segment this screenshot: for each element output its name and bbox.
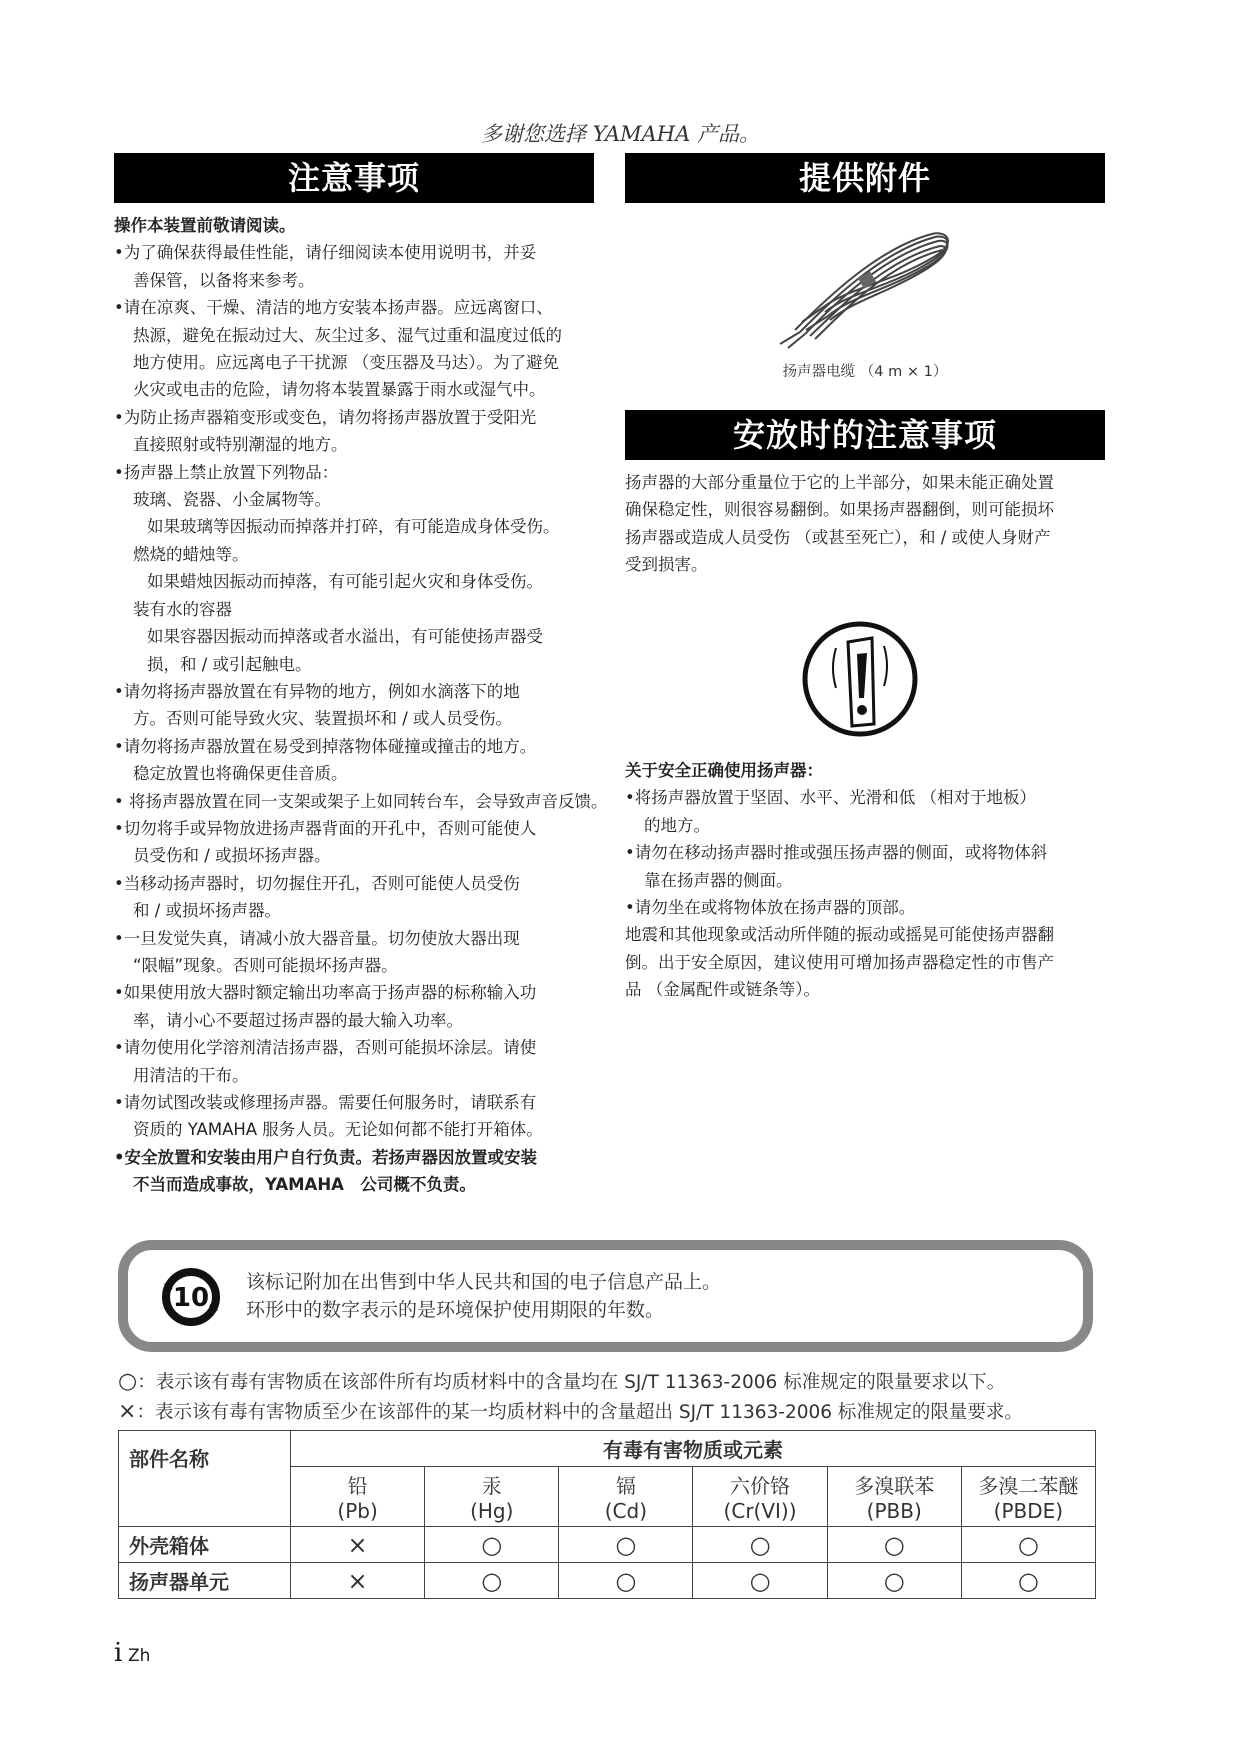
caution-line: 方。否则可能导致火灾、装置损坏和 / 或人员受伤。 — [133, 709, 513, 729]
caution-line: 善保管，以备将来参考。 — [133, 270, 315, 290]
legend-x — [118, 1398, 1023, 1424]
eco-label-box — [118, 1240, 1093, 1352]
safety-list — [625, 784, 1125, 921]
caution-line: •请勿将扬声器放置在有异物的地方，例如水滴落下的地 — [114, 681, 520, 701]
closing-line: 地震和其他现象或活动所伴随的振动或摇晃可能使扬声器翻 — [625, 925, 1054, 945]
part-name-cell: 扬声器单元 — [119, 1563, 291, 1599]
caution-line: 不当而造成事故，YAMAHA 公司概不负责。 — [133, 1175, 476, 1195]
substance-code: (PBDE) — [993, 1499, 1064, 1523]
substance-status-cell: ○ — [425, 1527, 559, 1563]
part-name-header: 部件名称 — [119, 1431, 291, 1527]
substance-header — [291, 1467, 425, 1527]
safety-bullet: •将扬声器放置于坚固、水平、光滑和低 （相对于地板） — [625, 788, 1036, 808]
caution-line: 员受伤和 / 或损坏扬声器。 — [133, 846, 331, 866]
substance-status-cell: ○ — [425, 1563, 559, 1599]
cross-symbol-icon: × — [118, 1399, 137, 1424]
safety-bullet: •请勿在移动扬声器时推或强压扬声器的侧面，或将物体斜 — [625, 843, 1048, 863]
tip-over-warning-icon — [800, 618, 920, 740]
speaker-cable-image — [760, 222, 960, 352]
substance-name: 铅 — [347, 1474, 368, 1498]
language-label: Zh — [128, 1646, 151, 1666]
caution-line: •为防止扬声器箱变形或变色，请勿将扬声器放置于受阳光 — [114, 407, 537, 427]
placement-paragraph — [625, 469, 1125, 579]
hazardous-substances-table — [118, 1430, 1096, 1599]
closing-line: 品 （金属配件或链条等）。 — [625, 980, 820, 1000]
placement-line: 受到损害。 — [625, 555, 708, 575]
substance-name: 镉 — [615, 1474, 636, 1498]
substance-header — [961, 1467, 1095, 1527]
caution-line: 和 / 或损坏扬声器。 — [133, 901, 282, 921]
substance-code: (PBB) — [866, 1499, 922, 1523]
caution-line: 稳定放置也将确保更佳音质。 — [133, 764, 348, 784]
substance-name: 汞 — [481, 1474, 502, 1498]
eco-line-1: 该标记附加在出售到中华人民共和国的电子信息产品上。 — [246, 1271, 722, 1293]
caution-line: 地方使用。应远离电子干扰源 （变压器及马达）。为了避免 — [133, 353, 559, 373]
caution-line: 资质的 YAMAHA 服务人员。无论如何都不能打开箱体。 — [133, 1120, 543, 1140]
placement-line: 扬声器或造成人员受伤 （或甚至死亡），和 / 或使人身财产 — [625, 527, 1051, 547]
caution-line: •切勿将手或异物放进扬声器背面的开孔中，否则可能使人 — [114, 818, 537, 838]
legend-o — [118, 1368, 1005, 1394]
caution-line: •如果使用放大器时额定输出功率高于扬声器的标称输入功 — [114, 983, 537, 1003]
safety-bullet: 靠在扬声器的侧面。 — [644, 870, 793, 890]
circle-symbol-icon: ○ — [118, 1369, 138, 1394]
placement-title: 安放时的注意事项 — [625, 410, 1105, 460]
substance-status-cell: ○ — [693, 1563, 827, 1599]
substance-status-cell: × — [291, 1563, 425, 1599]
substance-code: (Cr(VI)) — [723, 1499, 797, 1523]
caution-body — [114, 212, 614, 1199]
caution-line: 直接照射或特别潮湿的地方。 — [133, 435, 348, 455]
substance-status-cell: ○ — [559, 1527, 693, 1563]
safety-bullet: 的地方。 — [644, 815, 710, 835]
caution-intro: 操作本装置前敬请阅读。 — [114, 216, 296, 235]
caution-line: 玻璃、瓷器、小金属物等。 — [133, 490, 331, 510]
caution-line: 用清洁的干布。 — [133, 1065, 249, 1085]
caution-line: •请勿试图改装或修理扬声器。需要任何服务时，请联系有 — [114, 1093, 537, 1112]
thanks-line: 多谢您选择 YAMAHA 产品。 — [481, 122, 760, 146]
caution-line: 如果蜡烛因振动而掉落，有可能引起火灾和身体受伤。 — [147, 572, 543, 592]
caution-line: •请在凉爽、干燥、清洁的地方安装本扬声器。应远离窗口、 — [114, 298, 553, 318]
substance-status-cell: ○ — [827, 1563, 961, 1599]
caution-title: 注意事项 — [114, 153, 594, 203]
substance-header — [425, 1467, 559, 1527]
page-number: i — [114, 1638, 123, 1668]
caution-line: •当移动扬声器时，切勿握住开孔，否则可能使人员受伤 — [114, 873, 520, 893]
substance-header — [827, 1467, 961, 1527]
placement-line: 确保稳定性，则很容易翻倒。如果扬声器翻倒，则可能损坏 — [625, 500, 1054, 520]
cable-coil-icon — [760, 222, 960, 352]
caution-line: •请勿使用化学溶剂清洁扬声器，否则可能损坏涂层。请使 — [114, 1038, 537, 1058]
caution-line: 装有水的容器 — [133, 599, 232, 619]
caution-line: 如果玻璃等因振动而掉落并打碎，有可能造成身体受伤。 — [147, 517, 560, 537]
placement-line: 扬声器的大部分重量位于它的上半部分，如果未能正确处置 — [625, 473, 1054, 492]
substance-status-cell: × — [291, 1527, 425, 1563]
accessories-title: 提供附件 — [625, 153, 1105, 203]
substance-name: 六价铬 — [730, 1474, 791, 1498]
substance-status-cell: ○ — [827, 1527, 961, 1563]
cable-caption: 扬声器电缆 （4 m × 1） — [782, 364, 948, 380]
caution-line: “限幅”现象。否则可能损坏扬声器。 — [133, 955, 398, 975]
part-name-cell: 外壳箱体 — [119, 1527, 291, 1563]
caution-line: •安全放置和安装由用户自行负责。若扬声器因放置或安装 — [114, 1147, 538, 1167]
substance-code: (Pb) — [337, 1499, 378, 1523]
caution-line: 燃烧的蜡烛等。 — [133, 544, 249, 564]
safety-section — [625, 757, 1125, 1004]
substance-status-cell: ○ — [961, 1563, 1095, 1599]
substance-name: 多溴联苯 — [854, 1474, 935, 1498]
safety-bullet: •请勿坐在或将物体放在扬声器的顶部。 — [625, 898, 916, 918]
caution-line: 热源，避免在振动过大、灰尘过多、湿气过重和温度过低的 — [133, 325, 562, 345]
eco-line-2: 环形中的数字表示的是环境保护使用期限的年数。 — [246, 1299, 665, 1321]
table-row — [119, 1563, 1096, 1599]
legend-o-text: ：表示该有毒有害物质在该部件所有均质材料中的含量均在 SJ/T 11363-2006 标准规定的限量要求以下。 — [137, 1372, 1006, 1393]
substance-header — [693, 1467, 827, 1527]
caution-line: 损，和 / 或引起触电。 — [147, 654, 312, 674]
caution-line: •请勿将扬声器放置在易受到掉落物体碰撞或撞击的地方。 — [114, 736, 537, 756]
substance-status-cell: ○ — [693, 1527, 827, 1563]
substance-code: (Hg) — [470, 1499, 514, 1523]
safety-heading: 关于安全正确使用扬声器： — [625, 761, 823, 780]
caution-line: 如果容器因振动而掉落或者水溢出，有可能使扬声器受 — [147, 627, 543, 647]
substance-header — [559, 1467, 693, 1527]
caution-list — [114, 239, 614, 1198]
caution-line: 火灾或电击的危险，请勿将本装置暴露于雨水或湿气中。 — [133, 380, 546, 400]
legend-x-text: ：表示该有毒有害物质至少在该部件的某一均质材料中的含量超出 SJ/T 11363-2006 标准规定的限量要求。 — [136, 1402, 1023, 1423]
caution-line: • 将扬声器放置在同一支架或架子上如同转台车，会导致声音反馈。 — [114, 791, 608, 811]
substance-code: (Cd) — [604, 1499, 648, 1523]
caution-line: 率，请小心不要超过扬声器的最大输入功率。 — [133, 1010, 463, 1030]
substance-group-header: 有毒有害物质或元素 — [291, 1431, 1096, 1467]
substance-status-cell: ○ — [559, 1563, 693, 1599]
substance-status-cell: ○ — [961, 1527, 1095, 1563]
closing-line: 倒。出于安全原因，建议使用可增加扬声器稳定性的市售产 — [625, 952, 1054, 972]
caution-line: •为了确保获得最佳性能，请仔细阅读本使用说明书，并妥 — [114, 243, 537, 263]
table-row — [119, 1527, 1096, 1563]
caution-line: •一旦发觉失真，请减小放大器音量。切勿使放大器出现 — [114, 928, 520, 948]
substance-name: 多溴二苯醚 — [978, 1474, 1079, 1498]
caution-line: •扬声器上禁止放置下列物品： — [114, 462, 339, 482]
eco-badge-number: 10 — [172, 1283, 210, 1313]
environmental-period-icon — [158, 1264, 224, 1330]
